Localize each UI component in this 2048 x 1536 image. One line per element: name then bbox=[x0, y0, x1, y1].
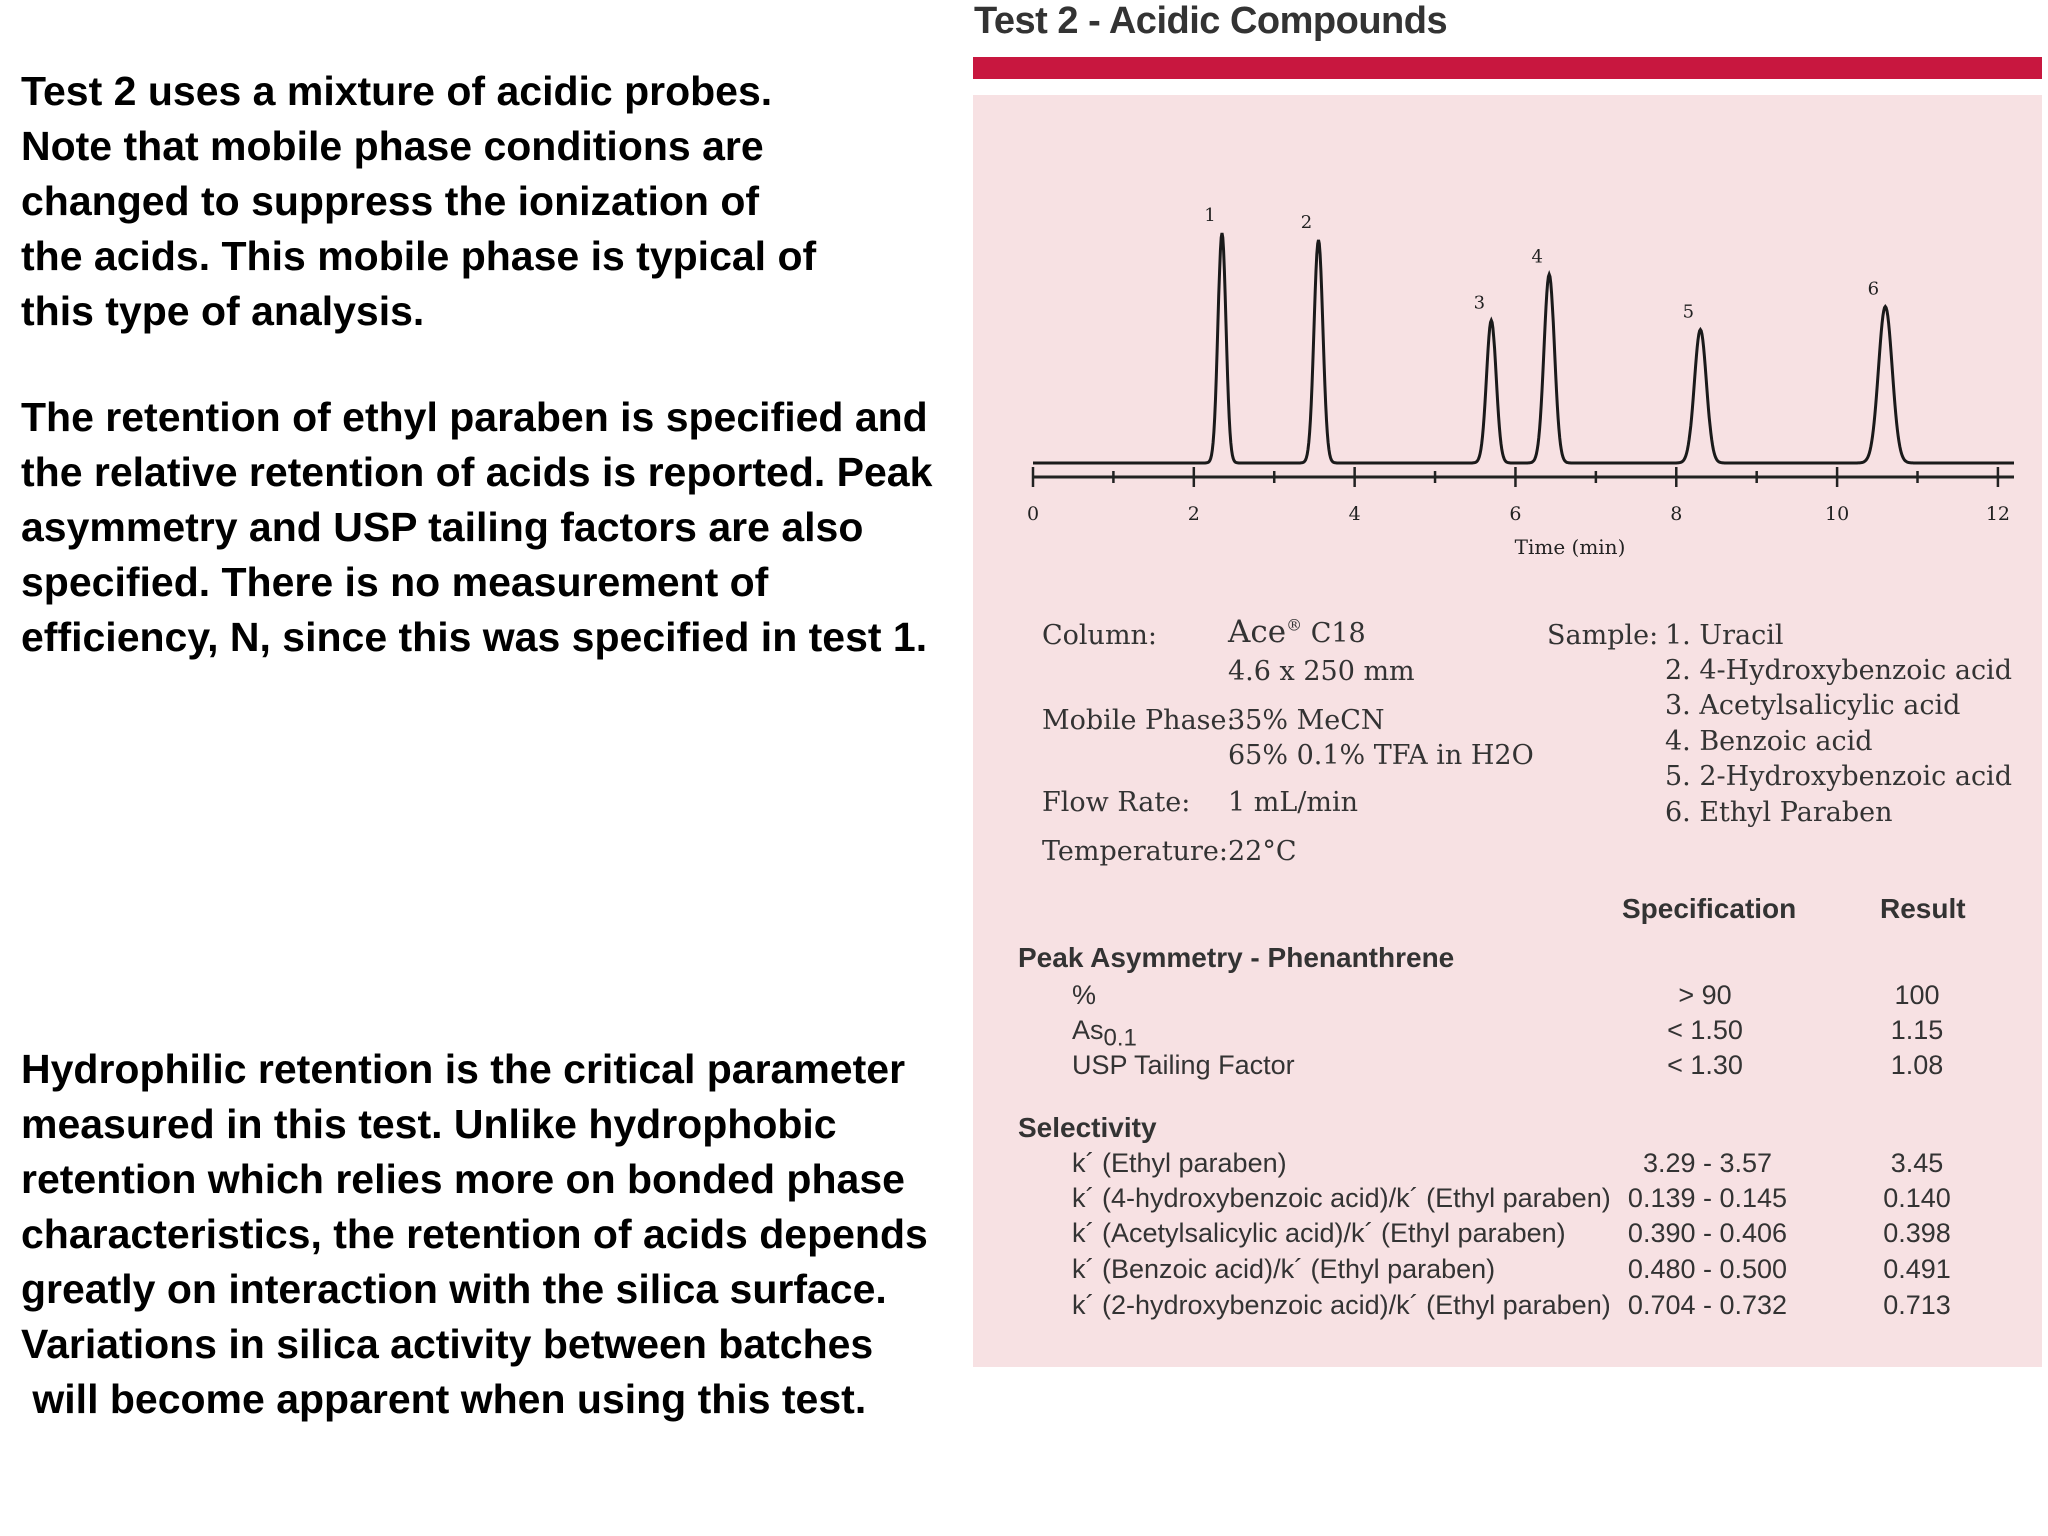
result-value: 0.140 bbox=[1883, 1183, 1951, 1213]
paragraph-line: the relative retention of acids is reported. Peak bbox=[21, 449, 933, 495]
paragraph-line: specified. There is no measurement of bbox=[21, 559, 769, 605]
spec-value: 0.480 - 0.500 bbox=[1627, 1254, 1788, 1284]
paragraph-line: characteristics, the retention of acids depends bbox=[21, 1211, 928, 1257]
selectivity-title: Selectivity bbox=[1018, 1112, 1157, 1143]
paragraph-line: retention which relies more on bonded phase bbox=[21, 1156, 905, 1202]
temperature-label: Temperature: bbox=[1042, 836, 1228, 867]
chromatogram-chart bbox=[973, 95, 2042, 575]
sample-item: 1. Uracil bbox=[1665, 620, 1784, 651]
peak-label: 1 bbox=[1204, 205, 1216, 226]
mobile-phase-value-2: 65% 0.1% TFA in H2O bbox=[1228, 740, 1534, 771]
x-tick-label: 10 bbox=[1825, 503, 1850, 525]
result-value: 0.713 bbox=[1883, 1290, 1951, 1320]
selectivity-row-label: k´ (2-hydroxybenzoic acid)/k´ (Ethyl paraben) bbox=[1072, 1290, 1611, 1320]
paragraph-line: efficiency, N, since this was specified in test 1. bbox=[21, 614, 928, 660]
peak-asymmetry-title: Peak Asymmetry - Phenanthrene bbox=[1018, 942, 1455, 973]
x-tick-label: 0 bbox=[1026, 503, 1040, 525]
spec-value: 0.390 - 0.406 bbox=[1627, 1218, 1788, 1248]
sample-item: 6. Ethyl Paraben bbox=[1665, 797, 1893, 828]
peak-label: 3 bbox=[1473, 292, 1486, 314]
paragraph-line: measured in this test. Unlike hydrophobic bbox=[21, 1101, 837, 1147]
result-value: 100 bbox=[1894, 980, 1940, 1010]
sample-item: 3. Acetylsalicylic acid bbox=[1665, 690, 1961, 721]
x-tick-label: 12 bbox=[1985, 503, 2011, 525]
asymmetry-row-label: $As_{0.1}$ bbox=[1072, 1015, 1137, 1052]
mobile-phase-label: Mobile Phase: bbox=[1042, 705, 1236, 736]
sample-item: 5. 2-Hydroxybenzoic acid bbox=[1665, 761, 2012, 792]
paragraph-line: Hydrophilic retention is the critical parameter bbox=[21, 1046, 906, 1092]
column-label: Column: bbox=[1042, 620, 1158, 651]
result-value: 0.398 bbox=[1883, 1218, 1951, 1248]
intro-paragraph bbox=[21, 64, 816, 339]
sample-item: 2. 4-Hydroxybenzoic acid bbox=[1665, 655, 2012, 686]
chromatogram-trace bbox=[1033, 233, 2014, 463]
sample-label: Sample: bbox=[1547, 620, 1659, 651]
selectivity-row-label: k´ (4-hydroxybenzoic acid)/k´ (Ethyl paraben) bbox=[1072, 1183, 1611, 1213]
paragraph-line: The retention of ethyl paraben is specified and bbox=[21, 394, 928, 440]
x-axis-label: Time (min) bbox=[1514, 535, 1626, 559]
temperature-value: 22°C bbox=[1228, 836, 1297, 867]
title-accent-bar bbox=[973, 57, 2042, 79]
paragraph-line: the acids. This mobile phase is typical of bbox=[21, 233, 817, 279]
result-header: Result bbox=[1880, 893, 1966, 924]
spec-value: 0.139 - 0.145 bbox=[1627, 1183, 1788, 1213]
paragraph-line: Note that mobile phase conditions are bbox=[21, 123, 764, 169]
result-value: 1.08 bbox=[1890, 1050, 1944, 1080]
paragraph-line: will become apparent when using this test. bbox=[21, 1376, 867, 1422]
selectivity-row-label: k´ (Acetylsalicylic acid)/k´ (Ethyl paraben) bbox=[1072, 1218, 1566, 1248]
result-value: 3.45 bbox=[1890, 1148, 1944, 1178]
x-tick-label: 8 bbox=[1670, 503, 1683, 525]
paragraph-line: changed to suppress the ionization of bbox=[21, 178, 760, 224]
paragraph-line: this type of analysis. bbox=[21, 288, 425, 334]
spec-value: < 1.50 bbox=[1667, 1015, 1743, 1045]
spec-value: < 1.30 bbox=[1667, 1050, 1743, 1080]
asymmetry-row-label: USP Tailing Factor bbox=[1072, 1050, 1295, 1080]
paragraph-line: asymmetry and USP tailing factors are also bbox=[21, 504, 864, 550]
peak-label: 6 bbox=[1867, 278, 1880, 300]
retention-paragraph bbox=[21, 390, 932, 665]
result-value: 1.15 bbox=[1890, 1015, 1944, 1045]
asymmetry-row-label: % bbox=[1072, 980, 1097, 1010]
spec-value: > 90 bbox=[1678, 980, 1732, 1010]
mobile-phase-value-1: 35% MeCN bbox=[1228, 705, 1385, 736]
peak-label: 2 bbox=[1300, 211, 1313, 233]
spec-value: 3.29 - 3.57 bbox=[1642, 1148, 1773, 1178]
specification-header: Specification bbox=[1622, 893, 1797, 924]
column-dimensions: 4.6 x 250 mm bbox=[1228, 656, 1415, 687]
x-tick-label: 4 bbox=[1348, 503, 1361, 525]
paragraph-line: Test 2 uses a mixture of acidic probes. bbox=[21, 68, 773, 114]
hydrophilic-paragraph bbox=[21, 1042, 928, 1427]
paragraph-line: greatly on interaction with the silica surface. bbox=[21, 1266, 887, 1312]
result-value: 0.491 bbox=[1883, 1254, 1951, 1284]
x-tick-label: 2 bbox=[1187, 503, 1200, 525]
paragraph-line: Variations in silica activity between batches bbox=[21, 1321, 874, 1367]
flow-rate-value: 1 mL/min bbox=[1228, 787, 1359, 818]
spec-value: 0.704 - 0.732 bbox=[1627, 1290, 1788, 1320]
sample-item: 4. Benzoic acid bbox=[1665, 726, 1873, 757]
x-tick-label: 6 bbox=[1509, 503, 1522, 525]
column-value: Ace® C18 bbox=[1228, 614, 1366, 650]
selectivity-row-label: k´ (Benzoic acid)/k´ (Ethyl paraben) bbox=[1072, 1254, 1496, 1284]
peak-label: 5 bbox=[1682, 301, 1695, 323]
selectivity-row-label: k´ (Ethyl paraben) bbox=[1072, 1148, 1287, 1178]
peak-label: 4 bbox=[1531, 246, 1543, 268]
flow-rate-label: Flow Rate: bbox=[1042, 787, 1191, 818]
figure-title: Test 2 - Acidic Compounds bbox=[974, 0, 1448, 42]
